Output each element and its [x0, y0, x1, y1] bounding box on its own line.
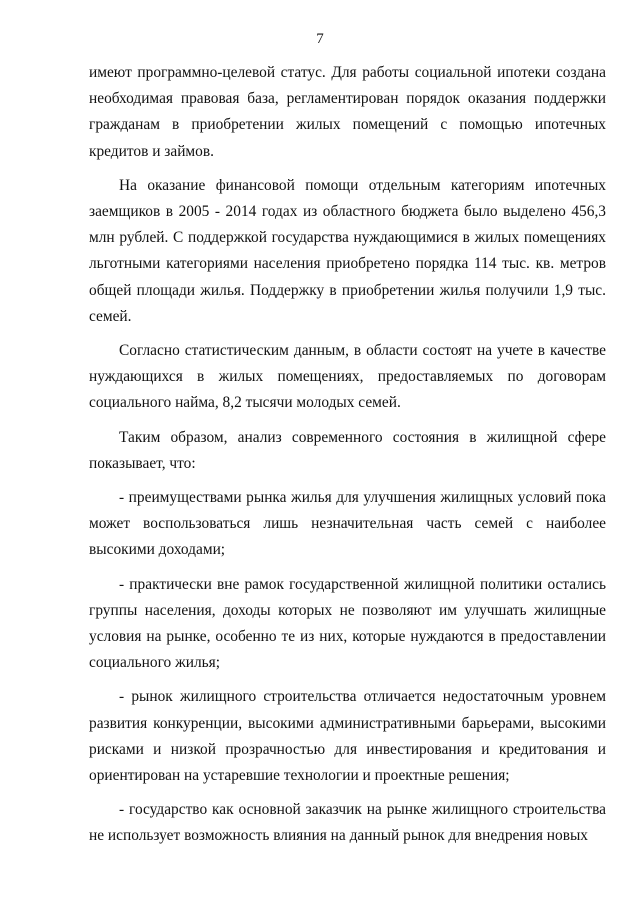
paragraph-statistics-young-families: Согласно статистическим данным, в области состоят на учете в качестве нуждающихся в жилых помещениях, предоставляемых по договорам социального найма, 8,2 тысячи молодых семей. — [89, 342, 606, 412]
paragraph-financial-assistance: На оказание финансовой помощи отдельным категориям ипотечных заемщиков в 2005 - 2014 годах из областного бюджета было выделено 456,3 млн рублей. С поддержкой государства нуждающимися в жилых помещениях льготными категориями населения приобретено порядка 114 тыс. кв. метров общей площади жилья. Поддержку в приобретении жилья получили 1,9 тыс. семей. — [89, 176, 606, 325]
list-item-state-customer: - государство как основной заказчик на рынке жилищного строительства не использует возможность влияния на данный рынок для внедрения новых — [89, 801, 606, 845]
list-item-market-advantages: - преимуществами рынка жилья для улучшения жилищных условий пока может воспользоваться лишь незначительная часть семей с наиболее высокими доходами; — [89, 489, 606, 559]
document-body — [89, 60, 606, 850]
paragraph-social-mortgage-status: имеют программно-целевой статус. Для работы социальной ипотеки создана необходимая правовая база, регламентирован порядок оказания поддержки гражданам в приобретении жилых помещений с помощью ипотечных кредитов и займов. — [89, 64, 606, 160]
paragraph-analysis-intro: Таким образом, анализ современного состояния в жилищной сфере показывает, что: — [89, 428, 606, 472]
list-item-construction-market: - рынок жилищного строительства отличается недостаточным уровнем развития конкуренции, высокими административными барьерами, высокими рисками и низкой прозрачностью для инвестирования и кредитования и ориентирован на устаревшие технологии и проектные решения; — [89, 688, 606, 785]
list-item-outside-policy: - практически вне рамок государственной жилищной политики остались группы населения, доходы которых не позволяют им улучшать жилищные условия на рынке, особенно те из них, которые нуждаются в предоставлении социального жилья; — [89, 575, 606, 672]
page-number: 7 — [316, 31, 324, 47]
